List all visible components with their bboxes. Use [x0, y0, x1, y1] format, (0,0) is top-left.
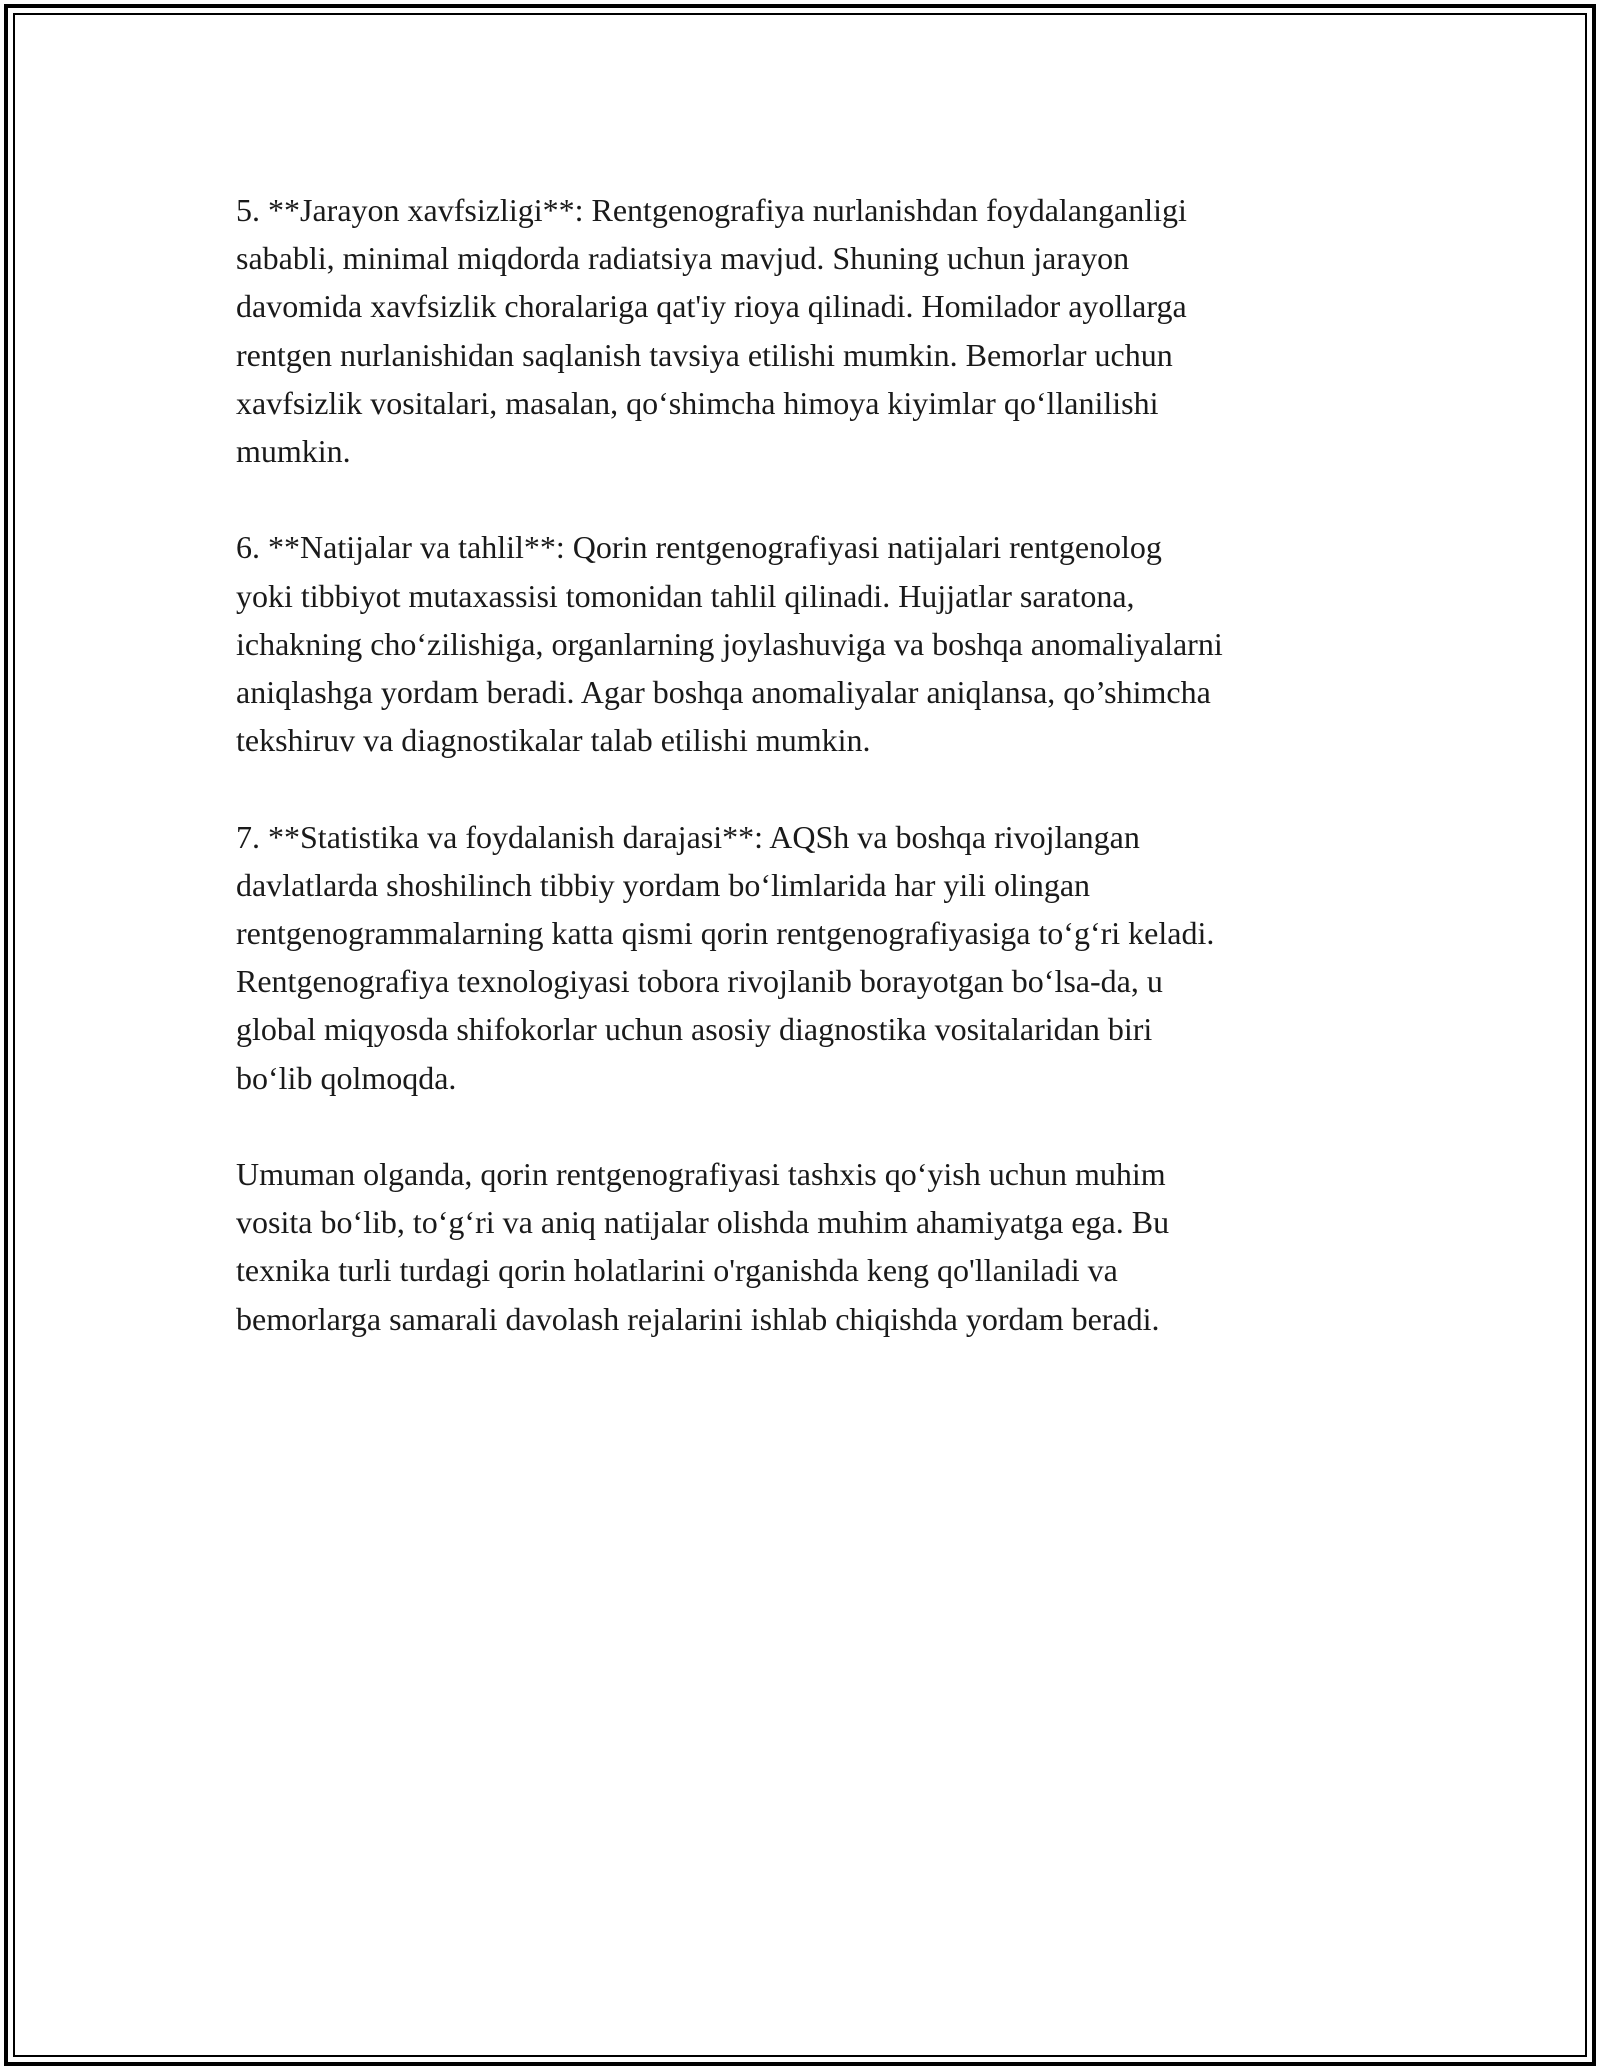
paragraph-safety: [236, 186, 1386, 475]
paragraph-statistics: [236, 813, 1386, 1102]
text-line: sababli, minimal miqdorda radiatsiya mavjud. Shuning uchun jarayon: [236, 240, 1130, 277]
text-line: vosita bo‘lib, to‘g‘ri va aniq natijalar olishda muhim ahamiyatga ega. Bu: [236, 1204, 1170, 1241]
text-line: 6. **Natijalar va tahlil**: Qorin rentgenografiyasi natijalari rentgenolog: [236, 529, 1162, 566]
text-line: tekshiruv va diagnostikalar talab etilishi mumkin.: [236, 722, 871, 759]
text-line: davomida xavfsizlik choralariga qat'iy rioya qilinadi. Homilador ayollarga: [236, 288, 1187, 325]
text-line: mumkin.: [236, 433, 351, 470]
text-line: aniqlashga yordam beradi. Agar boshqa anomaliyalar aniqlansa, qo’shimcha: [236, 674, 1211, 711]
text-line: texnika turli turdagi qorin holatlarini o'rganishda keng qo'llaniladi va: [236, 1252, 1118, 1289]
text-line: rentgen nurlanishidan saqlanish tavsiya etilishi mumkin. Bemorlar uchun: [236, 336, 1173, 373]
text-line: Umuman olganda, qorin rentgenografiyasi tashxis qo‘yish uchun muhim: [236, 1156, 1166, 1193]
text-line: global miqyosda shifokorlar uchun asosiy diagnostika vositalaridan biri: [236, 1011, 1153, 1048]
text-line: rentgenogrammalarning katta qismi qorin rentgenografiyasiga to‘g‘ri keladi.: [236, 915, 1215, 952]
text-line: xavfsizlik vositalari, masalan, qo‘shimcha himoya kiyimlar qo‘llanilishi: [236, 384, 1159, 421]
paragraph-conclusion: [236, 1150, 1386, 1343]
text-line: bemorlarga samarali davolash rejalarini ishlab chiqishda yordam beradi.: [236, 1300, 1160, 1337]
text-line: 7. **Statistika va foydalanish darajasi**: AQSh va boshqa rivojlangan: [236, 818, 1140, 855]
text-line: davlatlarda shoshilinch tibbiy yordam bo‘limlarida har yili olingan: [236, 866, 1091, 903]
text-line: 5. **Jarayon xavfsizligi**: Rentgenografiya nurlanishdan foydalanganligi: [236, 192, 1187, 228]
text-line: yoki tibbiyot mutaxassisi tomonidan tahlil qilinadi. Hujjatlar saratona,: [236, 577, 1135, 614]
text-line: ichakning cho‘zilishiga, organlarning joylashuviga va boshqa anomaliyalarni: [236, 625, 1223, 662]
document-body: [236, 186, 1386, 1391]
paragraph-results: [236, 523, 1386, 764]
text-line: Rentgenografiya texnologiyasi tobora rivojlanib borayotgan bo‘lsa-da, u: [236, 963, 1163, 1000]
text-line: bo‘lib qolmoqda.: [236, 1059, 457, 1096]
